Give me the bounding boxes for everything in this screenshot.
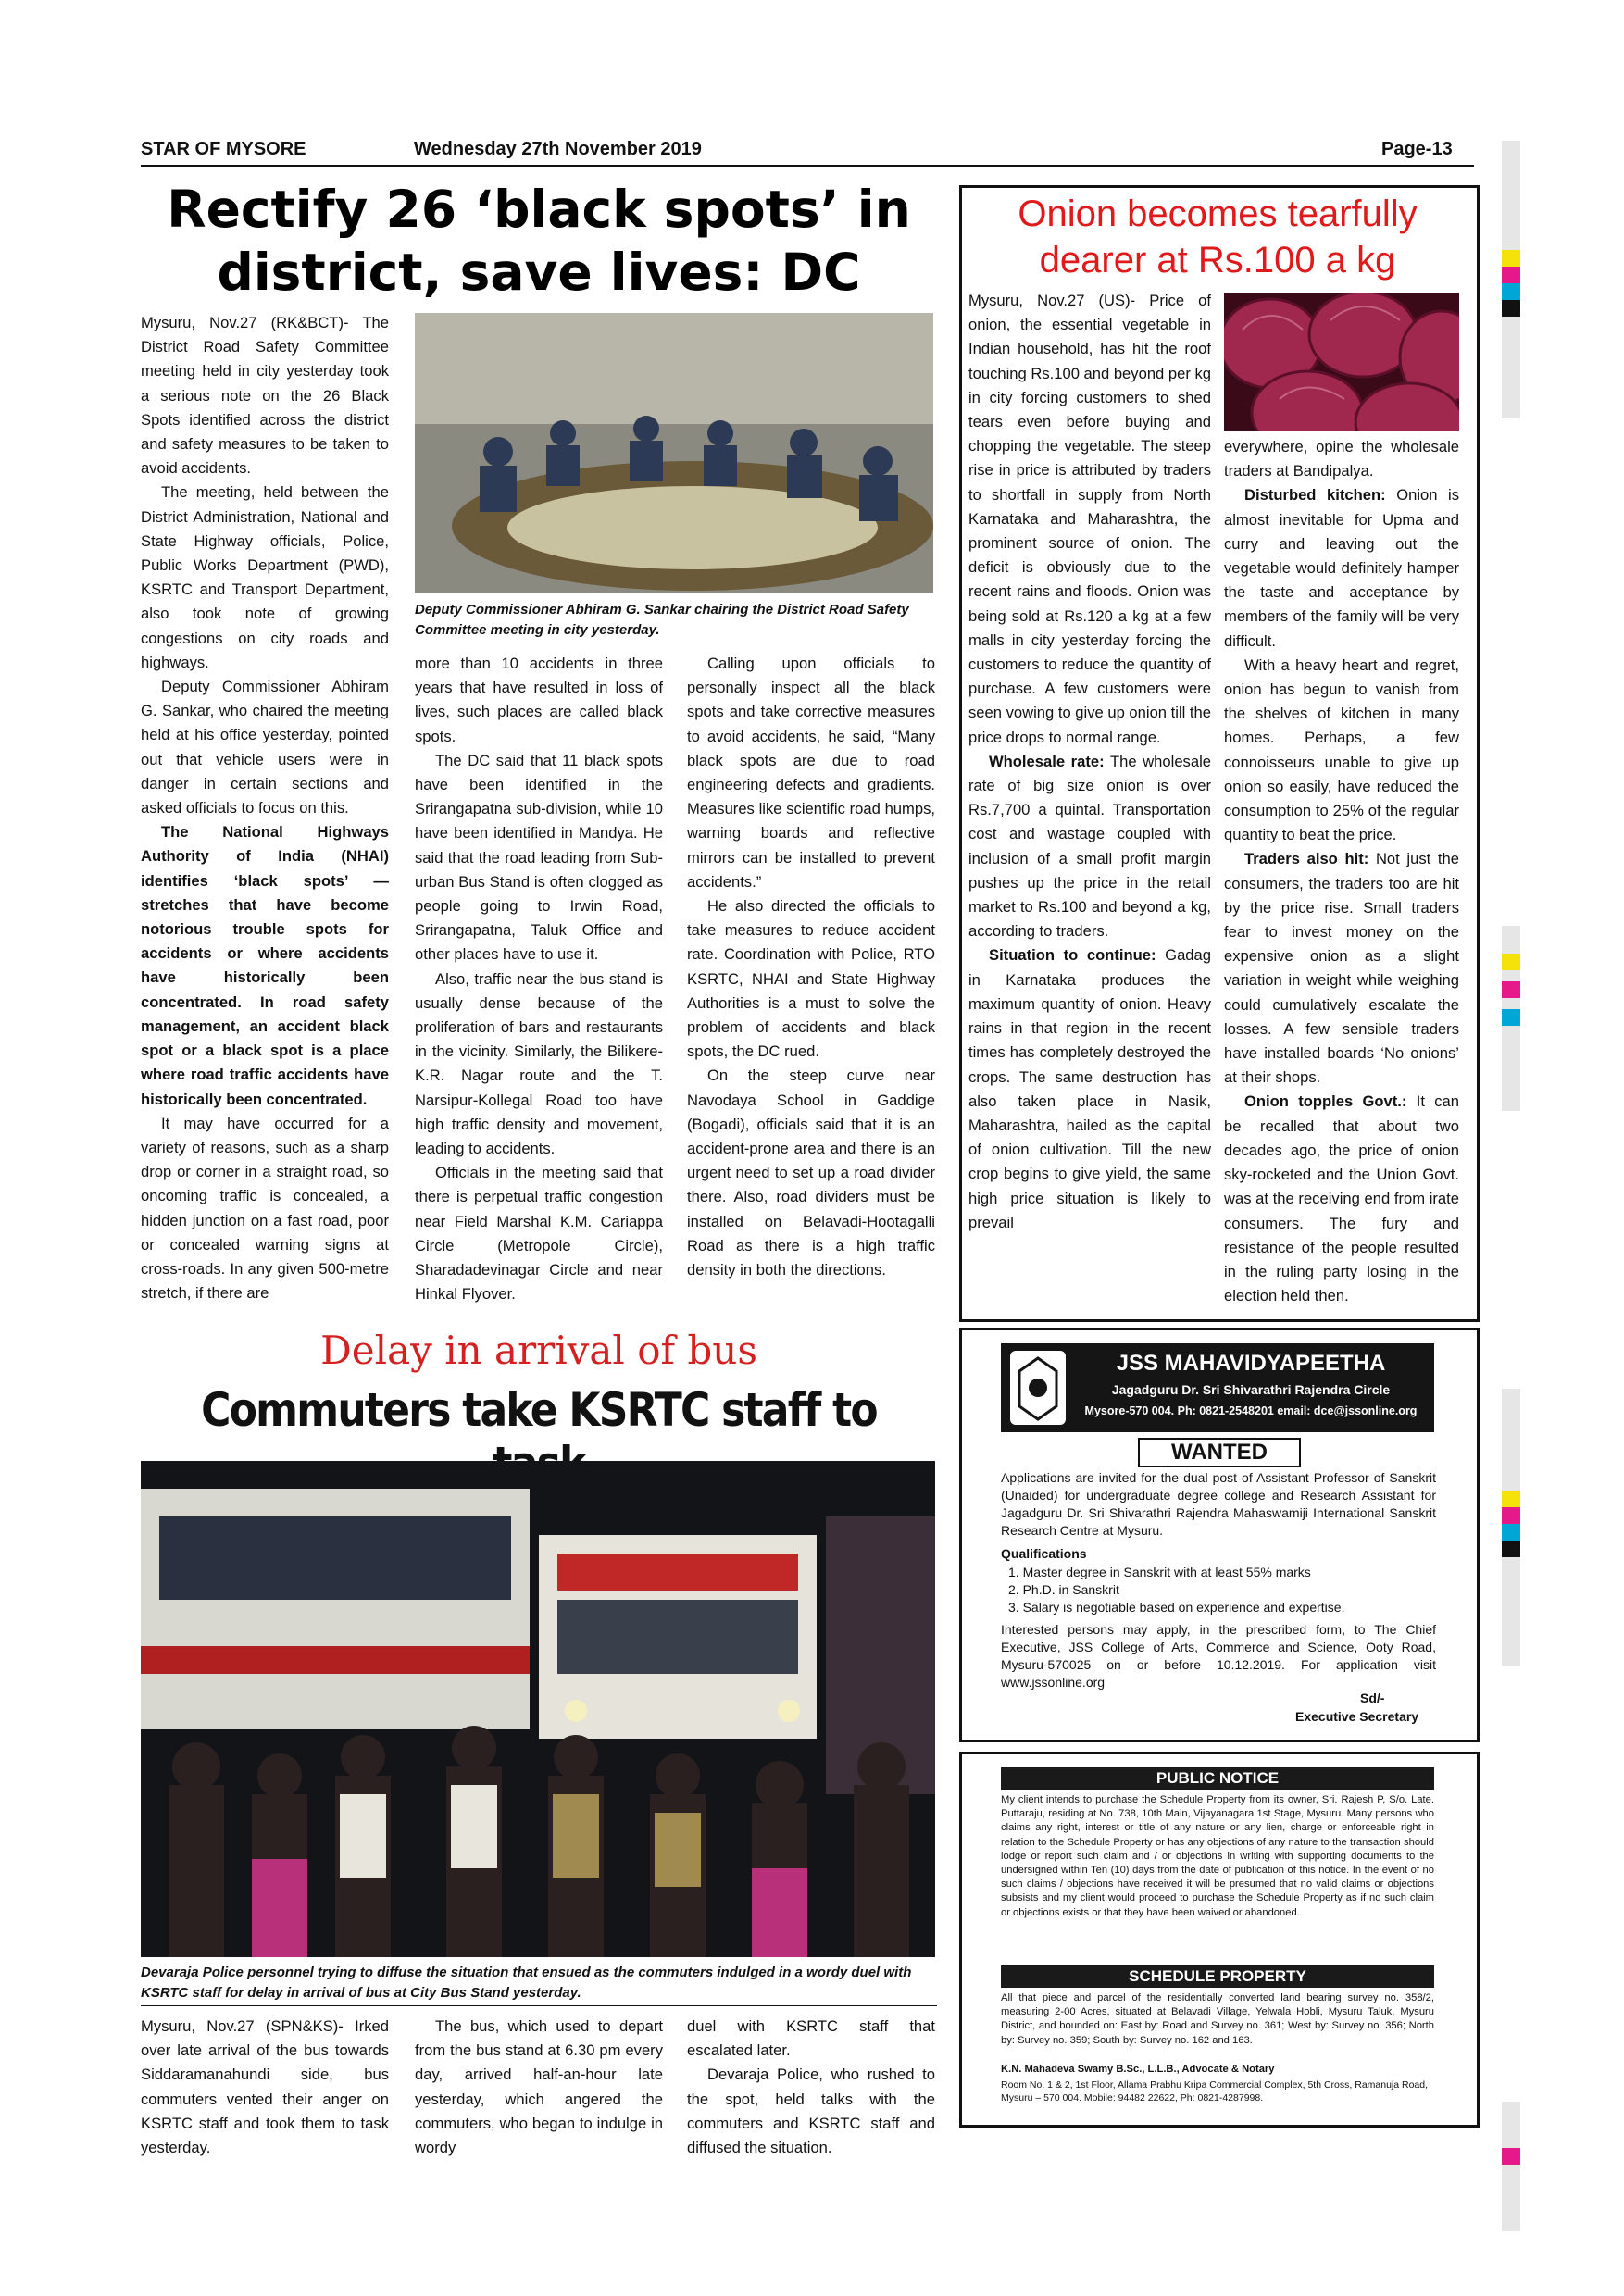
- cyan-swatch: [1502, 283, 1520, 300]
- notice-advocate: K.N. Mahadeva Swamy B.Sc., L.L.B., Advocate & Notary: [1001, 2064, 1275, 2075]
- ksrtc-para: duel with KSRTC staff that escalated later.: [687, 2017, 935, 2060]
- magenta-swatch: [1502, 981, 1520, 998]
- story1-para-bold: The National Highways Authority of India (NHAI) identifies ‘black spots’ — stretches that have become notorious trouble spots for accidents or where accidents have historically been concentrated. In road safety management, an accident black spot or a black spot is a place where road traffic accidents have historically been concentrated.: [141, 823, 389, 1108]
- schedule-body: All that piece and parcel of the residentially converted land bearing survey no. 358/2, measuring 2-00 Acres, situated at Belavadi Village, Yelwala Hobli, Mysuru Taluk, Mysuru District, and bounded on: East by: Road and Survey no. 361; West by: Survey no. 356; North by: Survey no. 359; South by: Survey no. 162 and 163.: [1001, 1992, 1434, 2046]
- story1-para: Also, traffic near the bus stand is usually dense because of the proliferation of bars and restaurants in the vicinity. Similarly, the Bilikere-K.R. Nagar route and the T. Narsipur-Kollegal Road too have high traffic density and movement, leading to accidents.: [415, 969, 663, 1158]
- notice-address: Room No. 1 & 2, 1st Floor, Allama Prabhu Kripa Commercial Complex, 5th Cross, Ramanuja Road, Mysuru – 570 004. Mobile: 94482 22622, Ph: 0821-4287998.: [1001, 2079, 1429, 2103]
- onion-headline-line2: dearer at Rs.100 a kg: [1039, 240, 1396, 281]
- story1-para: The DC said that 11 black spots have been identified in the Srirangapatna sub-division, while 10 have been identified in Mandya. He said that the road leading from Sub-urban Bus Stand is often clogged as people going to Irwin Road, Srirangapatna, Taluk Office and other places have to use it.: [415, 751, 663, 964]
- onion-para: everywhere, opine the wholesale traders at Bandipalya.: [1224, 438, 1459, 480]
- onion-subhead-kitchen: Disturbed kitchen:: [1244, 486, 1386, 505]
- story1-para: Calling upon officials to personally inspect all the black spots and take corrective measures to avoid accidents, he said, “Many black spots are due to road engineering defects and gradients. Measures like scientific road humps, warning boards and reflective mirrors can be installed to prevent accidents.”: [687, 655, 935, 891]
- onion-headline-line1: Onion becomes tearfully: [1018, 193, 1418, 234]
- story1-para: Deputy Commissioner Abhiram G. Sankar, who chaired the meeting held at his office yesterday, pointed out that vehicle users were in danger in certain sections and asked officials to focus on this.: [141, 678, 389, 817]
- ksrtc-headline: Commuters take KSRTC staff to: [201, 1383, 877, 1437]
- yellow-swatch: [1502, 250, 1520, 267]
- onion-subhead-wholesale: Wholesale rate:: [989, 752, 1105, 770]
- jss-qual-item: 3. Salary is negotiable based on experience and expertise.: [1008, 1600, 1345, 1615]
- story1-headline-line2: district, save lives: DC: [217, 243, 861, 302]
- jss-qual-list: [1008, 1564, 1434, 1616]
- registration-strip: [1502, 2102, 1520, 2231]
- yellow-swatch: [1502, 954, 1520, 970]
- story1-column-3: [687, 652, 935, 1282]
- notice-body: My client intends to purchase the Schedule Property from its owner, Sri. Rajesh P, S/o. Late. Puttaraju, residing at No. 738, 10th Main, Vijayanagara 1st Stage, Mysuru. Many persons who claims any right, interest or title of any nature or any lien, charge or enforceable right in relation to the Schedule Property or has any objections of any nature to the transaction should lodge or report such claim and / or objections in writing with supporting documents to the undersigned within Ten (10) days from the date of publication of this notice. In the event of no such claims / objections have received it will be presumed that no valid claims or objections subsists and my client would proceed to purchase the Schedule Property as if no such claim or objections exists or that they have been waived or abandoned.: [1001, 1794, 1434, 1918]
- schedule-title: SCHEDULE PROPERTY: [1001, 1965, 1434, 1988]
- black-swatch: [1502, 1541, 1520, 1557]
- ksrtc-kicker: Delay in arrival of bus: [320, 1328, 757, 1373]
- bus-stand-caption: Devaraja Police personnel trying to diffuse the situation that ensued as the commuters indulged in a wordy duel with KSRTC staff for delay in arrival of bus at City Bus Stand yesterday.: [141, 1965, 912, 2001]
- jss-wanted-label: WANTED: [1138, 1438, 1301, 1467]
- ksrtc-para: The bus, which used to depart from the bus stand at 6.30 pm every day, arrived half-an-hour late yesterday, which angered the commuters, who began to indulge in wordy: [415, 2017, 663, 2157]
- story1-para: Mysuru, Nov.27 (RK&BCT)- The District Road Safety Committee meeting held in city yesterday took a serious note on the 26 Black Spots identified across the district and safety measures to be taken to avoid accidents.: [141, 314, 389, 478]
- story1-para: It may have occurred for a variety of reasons, such as a sharp drop or corner in a straight road, so oncoming traffic is concealed, a hidden junction on a fast road, poor or concealed warning signs at cross-roads. In any given 500-metre stretch, if there are: [141, 1114, 389, 1303]
- onion-headline: [963, 191, 1472, 283]
- story1-headline-line1: Rectify 26 ‘black spots’ in: [167, 180, 911, 239]
- jss-qual-item: 1. Master degree in Sanskrit with at least 55% marks: [1008, 1565, 1311, 1579]
- onion-subhead-situation: Situation to continue:: [989, 946, 1156, 965]
- header-rule: [141, 165, 1474, 167]
- jss-signatory: Executive Secretary: [1295, 1709, 1419, 1724]
- onion-para: It can be recalled that about two decades ago, the price of onion sky-rocketed and the Union Govt. was at the receiving end from irate consumers. The fury and resistance of the people resulted in the ruling party losing in the election held then.: [1224, 1092, 1459, 1305]
- bus-stand-photo: [141, 1461, 935, 1957]
- jss-org-name: JSS MAHAVIDYAPEETHA: [1116, 1351, 1386, 1376]
- onion-para: Onion is almost inevitable for Upma and curry and leaving out the vegetable would definitely hamper the taste and acceptance by members of the family will be very difficult.: [1224, 486, 1459, 650]
- jss-ad-banner: [1001, 1343, 1434, 1432]
- onion-photo: [1224, 293, 1459, 431]
- cyan-swatch: [1502, 1524, 1520, 1541]
- ksrtc-para: Devaraja Police, who rushed to the spot, held talks with the commuters and KSRTC staff and diffused the situation.: [687, 2065, 935, 2157]
- jss-qual-heading: Qualifications: [1001, 1546, 1087, 1561]
- ksrtc-para: Mysuru, Nov.27 (SPN&KS)- Irked over late arrival of the bus towards Siddaramanahundi side, bus commuters vented their anger on KSRTC staff and took them to task yesterday.: [141, 2017, 389, 2157]
- page-number: Page-13: [1381, 139, 1453, 159]
- jss-emblem-icon: [1010, 1351, 1066, 1425]
- story1-column-1: [141, 311, 389, 1305]
- onion-column-1: [968, 289, 1211, 1235]
- onion-para: Gadag in Karnataka produces the maximum quantity of onion. Heavy rains in that region in the recent times has completely destroyed the crops. The same destruction has also taken place in Nasik, Maharashtra, hailed as the capital of onion cultivation. Till the new crop begins to give yield, the same high price situation is likely to prevail: [968, 946, 1211, 1231]
- ksrtc-column-3: [687, 2015, 935, 2160]
- yellow-swatch: [1502, 1491, 1520, 1507]
- meeting-photo: [415, 313, 933, 593]
- magenta-swatch: [1502, 267, 1520, 283]
- onion-para: With a heavy heart and regret, onion has begun to vanish from the shelves of kitchen in many homes. Perhaps, a few connoisseurs unable to give up onion so easily, have reduced the consumption to 25% of the regular quantity to beat the price.: [1224, 655, 1459, 844]
- cyan-swatch: [1502, 1009, 1520, 1026]
- story1-para: He also directed the officials to take measures to reduce accident rate. Coordination with Police, RTO KSRTC, NHAI and State Highway Authorities is a must to solve the problem of accidents and black spots, the DC rued.: [687, 897, 935, 1061]
- public-notice-ad: [959, 1752, 1480, 2128]
- onion-subhead-traders: Traders also hit:: [1244, 850, 1369, 868]
- story1-column-2: [415, 652, 663, 1306]
- jss-subtitle: Jagadguru Dr. Sri Shivarathri Rajendra Circle: [1111, 1382, 1391, 1397]
- jss-qual-item: 2. Ph.D. in Sanskrit: [1008, 1582, 1119, 1597]
- onion-column-2: [1224, 435, 1459, 1308]
- magenta-swatch: [1502, 1507, 1520, 1524]
- jss-sd: Sd/-: [1360, 1691, 1385, 1705]
- magenta-swatch: [1502, 2148, 1520, 2165]
- notice-title: PUBLIC NOTICE: [1001, 1767, 1434, 1790]
- onion-para: Not just the consumers, the traders too are hit by the price rise. Small traders fear to invest money on the expensive onion as a slight variation in weight while weighing could cumulatively escalate the losses. A few sensible traders have installed boards ‘No onions’ at their shops.: [1224, 850, 1459, 1087]
- caption-rule: [141, 2005, 937, 2006]
- black-swatch: [1502, 300, 1520, 317]
- onion-para: The wholesale rate of big size onion is over Rs.7,700 a quintal. Transportation cost and wastage coupled with inclusion of a small profit margin pushes up the price in the retail market to Rs.100 and beyond a kg, according to traders.: [968, 752, 1211, 941]
- ksrtc-column-2: [415, 2015, 663, 2160]
- masthead-name: STAR OF MYSORE: [141, 139, 306, 159]
- meeting-caption: Deputy Commissioner Abhiram G. Sankar chairing the District Road Safety Committee meeting in city yesterday.: [415, 602, 909, 638]
- jss-apply: Interested persons may apply, in the prescribed form, to The Chief Executive, JSS College of Arts, Commerce and Science, Ooty Road, Mysuru-570025 on or before 10.12.2019. For application visit www.jssonline.org: [1001, 1622, 1436, 1690]
- jss-contact: Mysore-570 004. Ph: 0821-2548201 email: dce@jssonline.org: [1084, 1404, 1418, 1417]
- issue-date: Wednesday 27th November 2019: [414, 139, 702, 159]
- story1-para: On the steep curve near Navodaya School in Gaddige (Bogadi), officials said that it is an accident-prone area and there is an urgent need to set up a road divider there. Also, road dividers must be installed on Belavadi-Hootagalli Road as there is a high traffic density in both the directions.: [687, 1067, 935, 1279]
- story1-headline: [141, 178, 937, 304]
- story1-para: Officials in the meeting said that there is perpetual traffic congestion near Field Marshal K.M. Cariappa Circle (Metropole Circle), Sharadadevinagar Circle and near Hinkal Flyover.: [415, 1164, 663, 1304]
- jss-intro: Applications are invited for the dual post of Assistant Professor of Sanskrit (Unaided) for undergraduate degree college and Research Assistant for Jagadguru Dr. Sri Shivarathri Rajendra Mahaswamiji International Sanskrit Research Centre at Mysuru.: [1001, 1470, 1436, 1538]
- story1-para: more than 10 accidents in three years that have resulted in loss of lives, such places are called black spots.: [415, 655, 663, 745]
- story1-para: The meeting, held between the District Administration, National and State Highway officials, Police, Public Works Department (PWD), KSRTC and Transport Department, also took note of growing congestions on city roads and highways.: [141, 483, 389, 671]
- jss-ad: [959, 1328, 1480, 1742]
- onion-para: Mysuru, Nov.27 (US)- Price of onion, the essential vegetable in Indian household, has hit the roof touching Rs.100 and beyond per kg in city forcing customers to shed tears even before buying and chopping the vegetable. The steep rise in price is attributed by traders to shortfall in supply from North Karnataka and Maharashtra, the prominent source of onion. The deficit is obviously due to the recent rains and floods. Onion was being sold at Rs.120 a kg at a few malls in city yesterday forcing the customers to reduce the quantity of purchase. A few customers were seen vowing to give up onion till the price drops to normal range.: [968, 292, 1211, 746]
- onion-subhead-topples: Onion topples Govt.:: [1244, 1092, 1407, 1111]
- ksrtc-column-1: [141, 2015, 389, 2160]
